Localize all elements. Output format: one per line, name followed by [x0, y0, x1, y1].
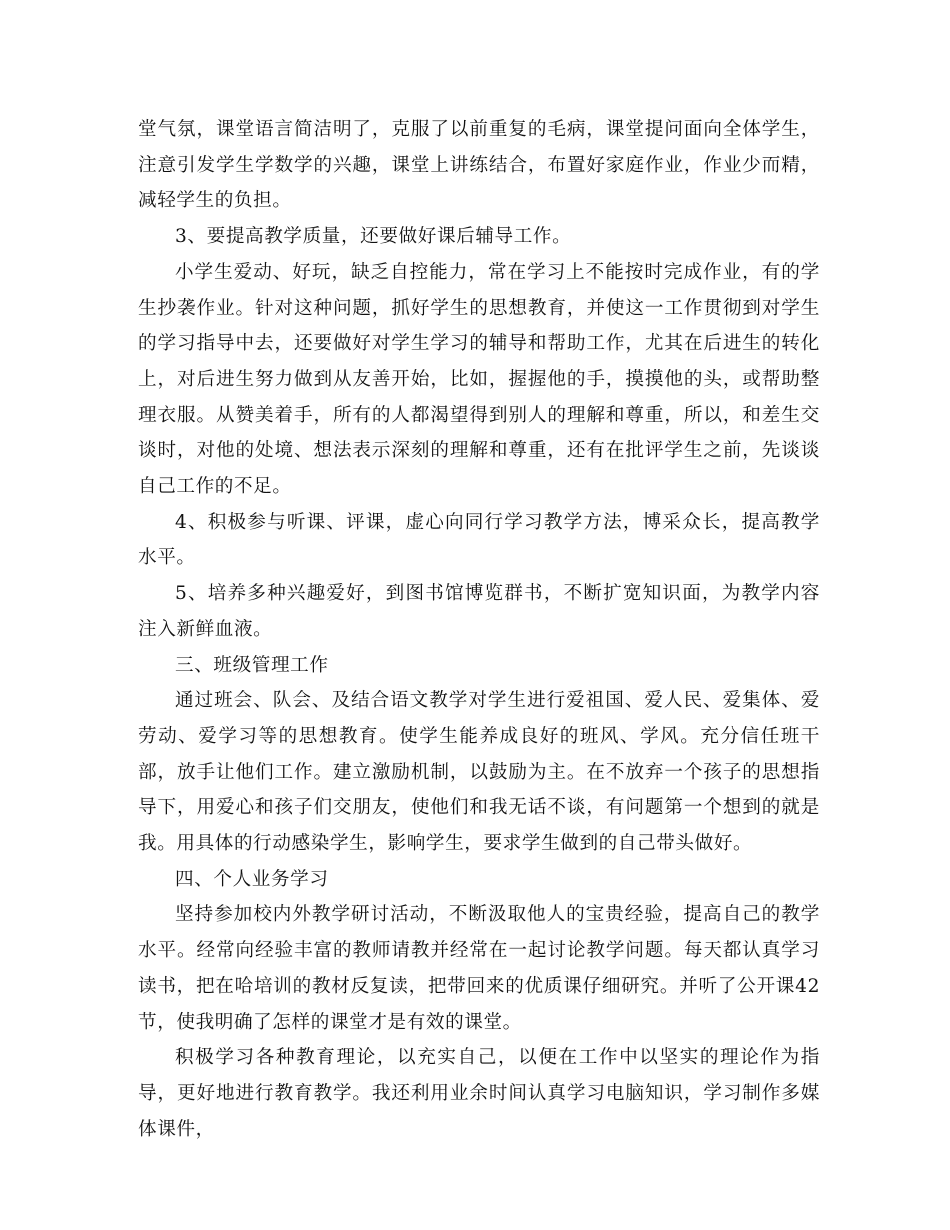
- document-body: [138, 112, 820, 1147]
- paragraph-continuation: 堂气氛，课堂语言简洁明了，克服了以前重复的毛病，课堂提问面向全体学生，注意引发学生学数学的兴趣，课堂上讲练结合，布置好家庭作业，作业少而精，减轻学生的负担。: [138, 119, 820, 212]
- list-item-3-heading: 3、要提高教学质量，还要做好课后辅导工作。: [175, 226, 572, 248]
- list-item-5: 5、培养多种兴趣爱好，到图书馆博览群书，不断扩宽知识面，为教学内容注入新鲜血液。: [138, 583, 820, 640]
- paragraph-class-management: 通过班会、队会、及结合语文教学对学生进行爱祖国、爱人民、爱集体、爱劳动、爱学习等的思想教育。使学生能养成良好的班风、学风。充分信任班干部，放手让他们工作。建立激励机制，以鼓励为主。在不放弃一个孩子的思想指导下，用爱心和孩子们交朋友，使他们和我无话不谈，有问题第一个想到的就是我。用具体的行动感染学生，影响学生，要求学生做到的自己带头做好。: [138, 690, 820, 855]
- paragraph-after-tutoring: 小学生爱动、好玩，缺乏自控能力，常在学习上不能按时完成作业，有的学生抄袭作业。针对这种问题，抓好学生的思想教育，并使这一工作贯彻到对学生的学习指导中去，还要做好对学生学习的辅导和帮助工作，尤其在后进生的转化上，对后进生努力做到从友善开始，比如，握握他的手，摸摸他的头，或帮助整理衣服。从赞美着手，所有的人都渴望得到别人的理解和尊重，所以，和差生交谈时，对他的处境、想法表示深刻的理解和尊重，还有在批评学生之前，先谈谈自己工作的不足。: [138, 261, 820, 498]
- list-item-4: 4、积极参与听课、评课，虚心向同行学习教学方法，博采众长，提高教学水平。: [138, 511, 820, 569]
- paragraph-education-theory: 积极学习各种教育理论，以充实自己，以便在工作中以坚实的理论作为指导，更好地进行教育教学。我还利用业余时间认真学习电脑知识，学习制作多媒体课件，: [138, 1047, 820, 1140]
- paragraph-personal-study: 坚持参加校内外教学研讨活动，不断汲取他人的宝贵经验，提高自己的教学水平。经常向经验丰富的教师请教并经常在一起讨论教学问题。每天都认真学习读书，把在哈培训的教材反复读，把带回来的优质课仔细研究。并听了公开课42节，使我明确了怎样的课堂才是有效的课堂。: [138, 904, 820, 1033]
- section-heading-class-management: 三、班级管理工作: [175, 654, 329, 676]
- section-heading-personal-study: 四、个人业务学习: [175, 868, 329, 890]
